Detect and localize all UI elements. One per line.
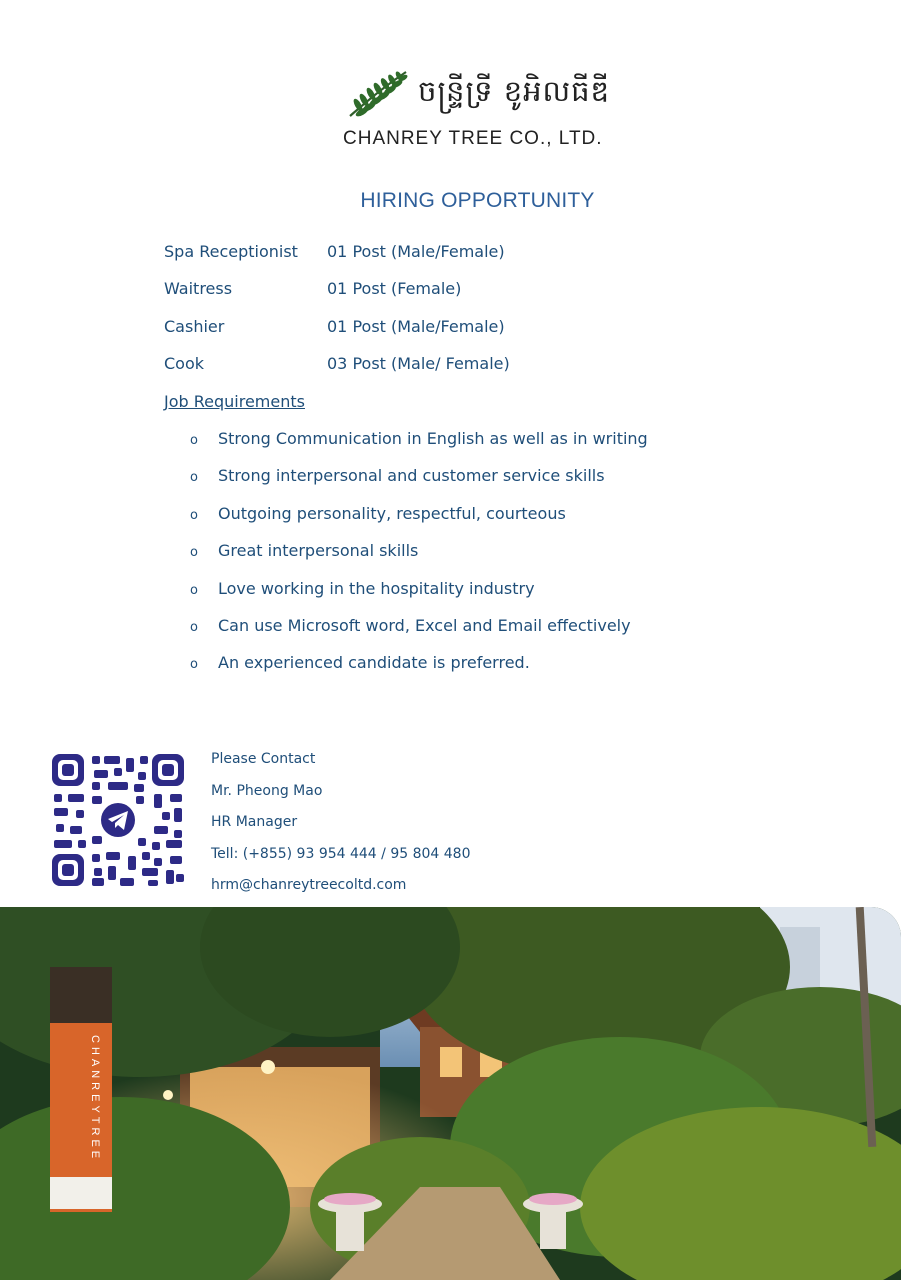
requirements-heading: Job Requirements [164, 392, 305, 411]
requirement-text: Great interpersonal skills [218, 541, 419, 561]
company-name-english: CHANREY TREE CO., LTD. [343, 128, 603, 149]
position-role: Spa Receptionist [164, 242, 298, 261]
bullet-icon: o [190, 470, 198, 486]
leaf-branch-icon [346, 68, 410, 120]
bullet-icon: o [190, 507, 198, 523]
position-count: 03 Post (Male/ Female) [327, 353, 510, 373]
contact-person: Mr. Pheong Mao [211, 782, 323, 799]
requirement-text: An experienced candidate is preferred. [218, 653, 530, 673]
requirement-text: Strong Communication in English as well as in writing [218, 429, 648, 448]
position-count: 01 Post (Female) [327, 279, 462, 299]
requirement-text: Outgoing personality, respectful, courteous [218, 503, 566, 523]
hotel-sign-text: CHANREYTREE [89, 1035, 101, 1163]
telegram-qr-code[interactable] [50, 752, 186, 888]
position-role: Cashier [164, 316, 225, 336]
contact-email[interactable]: hrm@chanreytreecoltd.com [211, 877, 407, 893]
bullet-icon: o [190, 582, 198, 598]
company-logo [340, 66, 630, 156]
hotel-garden-photo [0, 907, 901, 1280]
position-count: 01 Post (Male/Female) [327, 242, 505, 261]
contact-phone[interactable]: Tell: (+855) 93 954 444 / 95 804 480 [211, 845, 471, 862]
bullet-icon: o [190, 545, 198, 561]
position-role: Waitress [164, 279, 233, 299]
contact-title: HR Manager [211, 814, 298, 830]
bullet-icon: o [190, 619, 198, 635]
contact-heading: Please Contact [211, 751, 316, 767]
position-count: 01 Post (Male/Female) [327, 316, 505, 336]
requirement-text: Strong interpersonal and customer service skills [218, 466, 605, 486]
requirement-text: Love working in the hospitality industry [218, 578, 535, 598]
contact-block [211, 751, 471, 909]
bullet-icon: o [190, 433, 198, 448]
company-name-khmer: ចន្ទ្រីទ្រី ខូអិលធីឌី [418, 74, 610, 108]
page-title: HIRING OPPORTUNITY [360, 189, 595, 212]
requirement-text: Can use Microsoft word, Excel and Email effectively [218, 615, 631, 635]
bullet-icon: o [190, 657, 198, 673]
position-role: Cook [164, 353, 205, 373]
